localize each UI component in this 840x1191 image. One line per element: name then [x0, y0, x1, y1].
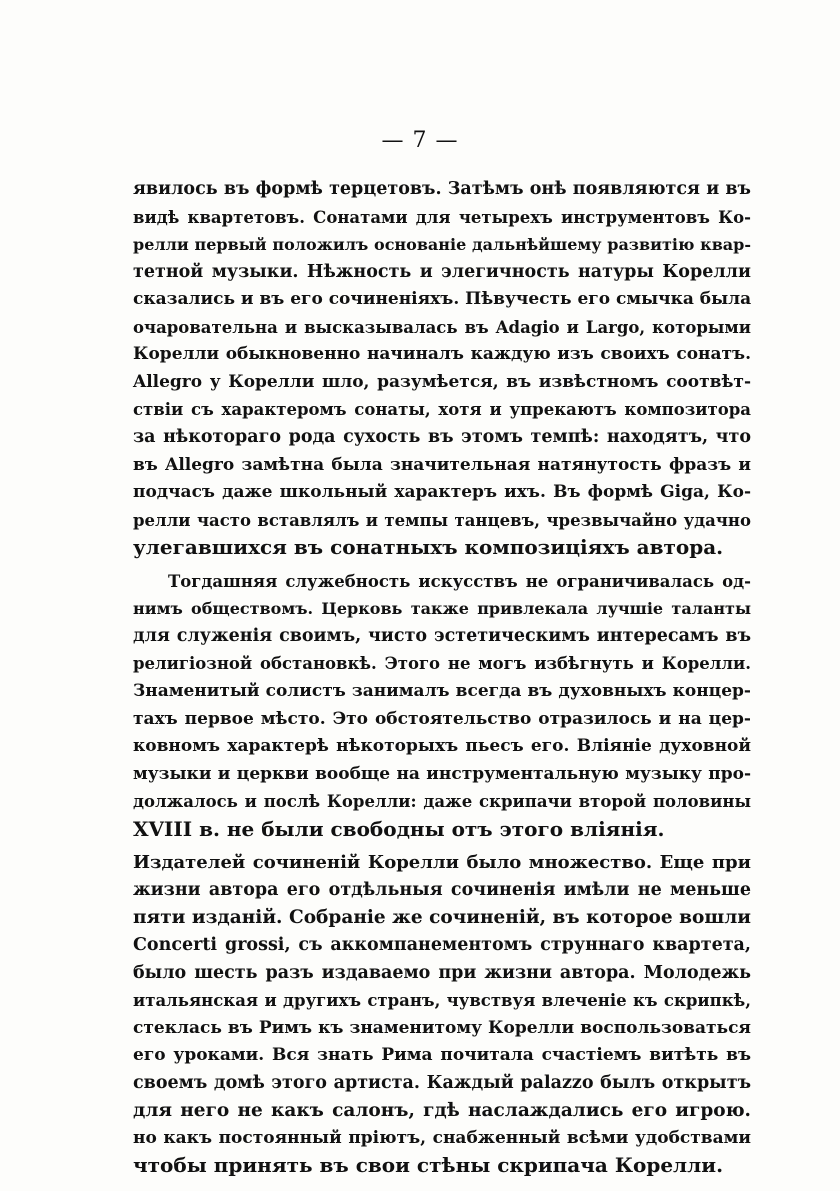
text-line: для служенiя своимъ, чисто эстетическимъ интересамъ въ	[133, 626, 751, 646]
text-line: релли часто вставлялъ и темпы танцевъ, чрезвычайно удачно	[133, 511, 751, 530]
text-line: нимъ обществомъ. Церковь также привлекала лучшiе таланты	[133, 599, 751, 618]
text-line: релли первый положилъ основанiе дальнѣйшему развитiю квар-	[133, 235, 751, 254]
text-line: ковномъ характерѣ нѣкоторыхъ пьесъ его. Влiянiе духовной	[133, 736, 751, 756]
text-line: музыки и церкви вообще на инструментальную музыку про-	[133, 764, 751, 784]
text-line: своемъ домѣ этого артиста. Каждый palazzo былъ открытъ	[133, 1073, 751, 1093]
text-line: чтобы принять въ свои стѣны скрипача Корелли.	[133, 1153, 724, 1177]
text-line: его уроками. Вся знать Рима почитала счастiемъ витѣть въ	[133, 1045, 751, 1065]
text-line: очаровательна и высказывалась въ Adagio и Largo, которыми	[133, 318, 751, 337]
text-line: тахъ первое мѣсто. Это обстоятельство отразилось и на цер-	[133, 709, 751, 729]
text-line: Знаменитый солистъ занималъ всегда въ духовныхъ концер-	[133, 681, 751, 701]
text-line: тетной музыки. Нѣжность и элегичность натуры Корелли	[133, 262, 751, 282]
text-line: въ Allegro замѣтна была значительная натянутость фразъ и	[133, 455, 751, 475]
text-line: для него не какъ салонъ, гдѣ наслаждались его игрою.	[133, 1100, 751, 1121]
text-line: религiозной обстановкѣ. Этого не могъ избѣгнуть и Корелли.	[133, 654, 751, 673]
text-line: ствiи съ характеромъ сонаты, хотя и упрекаютъ композитора	[133, 400, 751, 419]
text-line: явилось въ формѣ терцетовъ. Затѣмъ онѣ появляются и въ	[133, 179, 751, 199]
text-line: XVIII в. не были свободны отъ этого влiянiя.	[133, 817, 665, 841]
text-line: сказались и въ его сочиненiяхъ. Пѣвучесть его смычка была	[133, 289, 752, 309]
text-line: итальянская и другихъ странъ, чувствуя влеченiе къ скрипкѣ,	[133, 991, 751, 1010]
text-line: Allegro у Корелли шло, разумѣется, въ извѣстномъ соотвѣт-	[133, 372, 751, 392]
paragraph-first-line: Издателей сочиненiй Корелли было множество. Еще при	[133, 852, 751, 873]
text-line: улегавшихся въ сонатныхъ композицiяхъ автора.	[133, 535, 724, 559]
text-line: жизни автора его отдѣльныя сочиненiя имѣли не меньше	[133, 880, 751, 900]
text-line: Корелли обыкновенно начиналъ каждую изъ своихъ сонатъ.	[133, 344, 751, 364]
text-line: за нѣкотораго рода сухость въ этомъ темпѣ: находятъ, что	[133, 427, 751, 447]
text-line: должалось и послѣ Корелли: даже скрипачи второй половины	[133, 792, 751, 811]
text-line: видѣ квартетовъ. Сонатами для четырехъ инструментовъ Ко-	[133, 208, 751, 227]
text-line: пяти изданiй. Собранiе же сочиненiй, въ которое вошли	[133, 907, 751, 928]
paragraph-first-line: Тогдашняя служебность искусствъ не ограничивалась од-	[168, 572, 751, 591]
text-line: но какъ постоянный прiютъ, снабженный всѣми удобствами	[133, 1128, 751, 1148]
page-number: — 7 —	[381, 128, 459, 153]
text-line: Concerti grossi, съ аккомпанементомъ струннаго квартета,	[133, 935, 751, 955]
text-line: подчасъ даже школьный характеръ ихъ. Въ формѣ Giga, Ко-	[133, 482, 751, 502]
text-line: было шесть разъ издаваемо при жизни автора. Молодежь	[133, 963, 751, 983]
text-line: стеклась въ Римъ къ знаменитому Корелли воспользоваться	[133, 1018, 751, 1038]
